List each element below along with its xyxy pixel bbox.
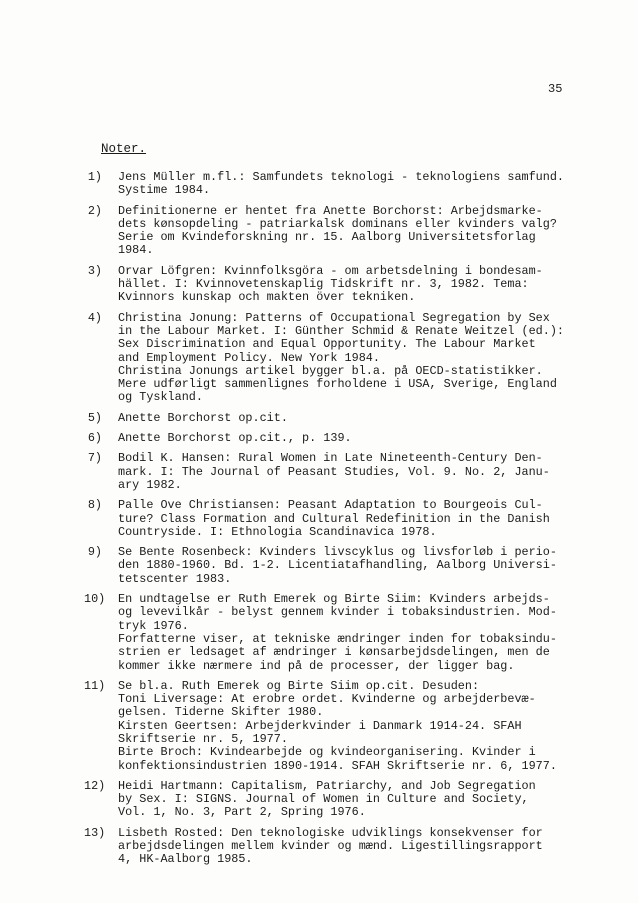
note-line: Kvinnors kunskap och makten över tekniken. [118,290,416,305]
note-line: Countryside. I: Ethnologia Scandinavica 1978. [118,524,437,539]
note-line: Jens Müller m.fl.: Samfundets teknologi - teknologiens samfund. [118,170,564,184]
note-number: 10) [84,592,106,607]
note-line: Birte Broch: Kvindearbejde og kvindeorganisering. Kvinder i [118,745,536,760]
note-item [84,452,624,492]
note-line: 1984. [118,243,154,258]
note-line: Forfatterne viser, at tekniske ændringer inden for tobaksindu- [118,631,557,646]
note-line: Christina Jonungs artikel bygger bl.a. på OECD-statistikker. [118,363,543,378]
note-text [118,452,618,492]
note-text [118,680,618,773]
note-text [118,205,618,258]
note-item [84,205,624,258]
note-line: and Employment Policy. New York 1984. [118,350,380,365]
note-line: Sex Discrimination and Equal Opportunity. The Labour Market [118,337,536,352]
note-text [118,499,618,539]
note-line: Systime 1984. [118,183,211,198]
note-line: Bodil K. Hansen: Rural Women in Late Nineteenth-Century Den- [118,451,543,466]
note-line: tryk 1976. [118,618,189,633]
note-number: 2) [87,203,102,218]
note-item [84,546,624,586]
note-item [84,827,624,867]
note-item [84,593,624,673]
note-line: Christina Jonung: Patterns of Occupational Segregation by Sex [118,310,550,325]
note-item [84,312,624,405]
note-line: Se Bente Rosenbeck: Kvinders livscyklus og livsforløb i perio- [118,545,557,560]
note-line: Mere udførligt sammenlignes forholdene i USA, Sverige, England [118,377,557,392]
note-line: arbejdsdelingen mellem kvinder og mænd. Ligestillingsrapport [118,839,543,854]
note-line: Orvar Löfgren: Kvinnfolksgöra - om arbetsdelning i bondesam- [118,263,543,278]
note-item [84,412,624,425]
note-item [84,499,624,539]
note-line: Kirsten Geertsen: Arbejderkvinder i Danmark 1914-24. SFAH [118,718,522,733]
note-text [118,432,618,445]
note-item [84,265,624,305]
page-number: 35 [548,82,563,96]
note-line: og Tyskland. [118,390,203,405]
note-line: in the Labour Market. I: Günther Schmid & Renate Weitzel (ed.): [118,323,564,338]
note-line: og levevilkår - belyst gennem kvinder i tobaksindustrien. Mod- [118,605,557,620]
note-text [118,546,618,586]
note-line: dets kønsopdeling - patriarkalsk dominans eller kvinders valg? [118,216,557,231]
note-line: tetscenter 1983. [118,571,232,586]
note-text [118,312,618,405]
note-item [84,780,624,820]
note-number: 4) [87,310,102,325]
note-number: 8) [87,498,102,513]
note-text [118,827,618,867]
note-line: ary 1982. [118,477,182,492]
note-number: 6) [87,431,102,446]
note-line: mark. I: The Journal of Peasant Studies, Vol. 9. No. 2, Janu- [118,464,550,479]
note-number: 12) [84,778,106,793]
note-number: 3) [87,263,102,278]
note-line: konfektionsindustrien 1890-1914. SFAH Skriftserie nr. 6, 1977. [118,758,557,773]
note-text [118,412,618,425]
note-line: Heidi Hartmann: Capitalism, Patriarchy, and Job Segregation [118,778,536,793]
note-line: En undtagelse er Ruth Emerek og Birte Siim: Kvinders arbejds- [118,592,550,607]
note-number: 5) [87,410,102,425]
note-line: Toni Liversage: At erobre ordet. Kvinderne og arbejderbevæ- [118,692,536,707]
note-line: Se bl.a. Ruth Emerek og Birte Siim op.cit. Desuden: [118,678,480,693]
note-line: kommer ikke nærmere ind på de processer, der ligger bag. [118,658,515,673]
note-line: Anette Borchorst op.cit. [118,410,288,425]
note-text [118,593,618,673]
note-line: ture? Class Formation and Cultural Redefinition in the Danish [118,511,550,526]
note-line: Definitionerne er hentet fra Anette Borchorst: Arbejdsmarke- [118,203,543,218]
note-item [84,432,624,445]
note-line: hället. I: Kvinnovetenskaplig Tidskrift nr. 3, 1982. Tema: [118,277,529,292]
note-number: 13) [84,825,106,840]
note-number: 1) [87,170,102,184]
notes-list [84,171,624,874]
note-line: Serie om Kvindeforskning nr. 15. Aalborg Universitetsforlag [118,230,536,245]
note-line: gelsen. Tiderne Skifter 1980. [118,705,324,720]
note-line: strien er ledsaget af ændringer i kønsarbejdsdelingen, men de [118,645,550,660]
note-line: Palle Ove Christiansen: Peasant Adaptation to Bourgeois Cul- [118,498,543,513]
note-text [118,265,618,305]
note-number: 9) [87,545,102,560]
note-line: Skriftserie nr. 5, 1977. [118,731,288,746]
note-text [118,171,618,198]
note-line: by Sex. I: SIGNS. Journal of Women in Culture and Society, [118,792,529,807]
note-text [118,780,618,820]
note-line: 4, HK-Aalborg 1985. [118,852,253,867]
note-item [84,680,624,773]
note-line: Anette Borchorst op.cit., p. 139. [118,431,352,446]
note-line: Vol. 1, No. 3, Part 2, Spring 1976. [118,805,366,820]
notes-heading: Noter. [101,142,147,156]
note-number: 7) [87,451,102,466]
note-number: 11) [84,678,106,693]
note-line: den 1880-1960. Bd. 1-2. Licentiatafhandling, Aalborg Universi- [118,558,557,573]
note-item [84,171,624,198]
note-line: Lisbeth Rosted: Den teknologiske udviklings konsekvenser for [118,825,543,840]
